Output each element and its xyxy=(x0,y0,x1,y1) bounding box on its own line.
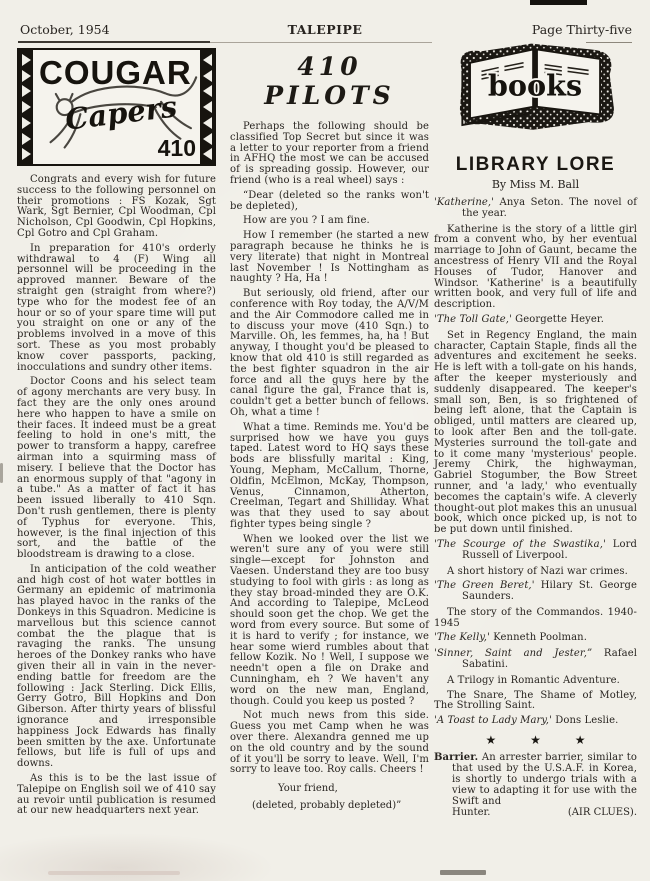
cougar-logo-number: 410 xyxy=(157,135,196,161)
article-paragraph: How are you ? I am fine. xyxy=(243,215,370,227)
book-author: Lord Russell of Liverpool. xyxy=(462,538,637,561)
barrier-note xyxy=(434,752,637,807)
review-paragraph: Katherine is the story of a little girl from a convent who, by her eventual marriage to John of Gaunt, became the ancestress of Henry VII and the Royal Houses of Tudor, Hanover and Windsor. 'Katherine' is a beautifully written book, and very full of life and description. xyxy=(434,223,637,311)
book-entry xyxy=(434,315,637,326)
cougar-capers-logo xyxy=(17,48,216,166)
scan-artifact-bottom-bar xyxy=(440,870,486,875)
book-entry xyxy=(434,633,637,644)
book-entry xyxy=(434,540,637,562)
article-paragraph: As this is to be the last issue of Talepipe on English soil we of 410 say au revoir until publication is resumed at our new headquarters next year. xyxy=(17,773,216,817)
stars-separator: ★ ★ ★ xyxy=(485,733,586,748)
book-entry xyxy=(434,198,637,220)
book-title: 'The Kelly,' xyxy=(434,632,490,644)
pennant-border-left xyxy=(19,50,33,164)
review-paragraph: The Snare, The Shame of Motley, The Strolling Saint. xyxy=(434,689,637,712)
scan-artifact-bottom-smudge xyxy=(48,871,180,875)
book-title: 'Sinner, Saint and Jester,” xyxy=(434,648,593,660)
books-icon xyxy=(445,36,627,146)
barrier-end: Hunter. xyxy=(452,807,491,819)
book-author: Kenneth Poolman. xyxy=(493,632,587,644)
masthead-title: TALEPIPE xyxy=(287,22,363,37)
book-entry xyxy=(434,649,637,671)
scan-artifact-top xyxy=(530,0,587,5)
books-logo xyxy=(434,36,637,150)
article-paragraph: Congrats and every wish for future success to the following personnel on their promotions : FS Kozak, Sgt Wark, Sgt Bernier, Cpl Woodman, Cpl Nicholson, Cpl Goodwin, Cpl Hopkins, Cpl Gotro and Cpl Graham. xyxy=(17,174,216,239)
book-note: The novel of the year. xyxy=(462,197,638,219)
letter-signature-line: (deleted, probably depleted)” xyxy=(252,800,402,812)
header-rule-left xyxy=(18,41,210,43)
books-logo-text: books xyxy=(487,68,582,103)
book-author: Hilary St. George Saunders. xyxy=(462,580,637,603)
book-author: Anya Seton. xyxy=(499,197,564,208)
barrier-label: Barrier. xyxy=(434,752,479,764)
book-author: Georgette Heyer. xyxy=(515,313,604,325)
book-title: 'The Scourge of the Swastika,' xyxy=(434,538,606,550)
book-author: Rafael Sabatini. xyxy=(462,648,638,671)
cougar-logo-title: COUGAR xyxy=(39,54,192,91)
article-paragraph: When we looked over the list we weren't sure any of you were still single—except for Johnston and Vaesen. Understand they are too busy studying to fool with girls : as long as they stay broad-minded they are O.K. And according to Talepipe, McLeod should soon get the chop. We get the word from every source. But some of it is hard to verify ; for instance, we hear some wierd rumbles about that fellow Kozik. No ! Well, I suppose we needn't open a file on Drake and Cunningham, eh ? We haven't any word on the new man, England, though. Could you keep us posted ? xyxy=(230,533,429,707)
library-byline: By Miss M. Ball xyxy=(491,178,580,191)
book-entry xyxy=(434,581,637,603)
scan-artifact-left xyxy=(0,463,3,483)
library-lore-heading: LIBRARY LORE xyxy=(455,154,616,175)
book-entry xyxy=(434,716,637,727)
barrier-text: An arrester barrier, similar to that used by the U.S.A.F. in Korea, is shortly to undergo trials with a view to adapting it for use with the Swift and xyxy=(452,752,637,808)
cougar-capers-column xyxy=(17,48,216,821)
barrier-last-line xyxy=(434,807,637,818)
book-title: 'The Toll Gate,' xyxy=(434,313,512,325)
review-paragraph: A Trilogy in Romantic Adventure. xyxy=(447,674,620,686)
article-paragraph: Doctor Coons and his select team of agony merchants are very busy. In fact they are the only ones around here who happen to have a smile on their faces. It indeed must be a great feeling to hold in one's mitt, the power to transform a happy, carefree airman into a squirming mass of misery. I believe that the Doctor has an enormous supply of that "agony in a tube." As a matter of fact it has been issued liberally to 410 Sqn. Don't rush gentlemen, there is plenty of Typhus for everyone. This, however, is the final injection of this sort, and the battle of the bloodstream is drawing to a close. xyxy=(17,376,216,561)
book-title: 'A Toast to Lady Mary,' xyxy=(434,715,552,727)
pilots-heading: 410 PILOTS xyxy=(264,52,395,110)
article-paragraph: Perhaps the following should be classified Top Secret but since it was a letter to your reporter from a friend in AFHQ the most we can be accused of is spreading gossip. However, our friend (who is a real wheel) says : xyxy=(230,121,429,186)
issue-date: October, 1954 xyxy=(20,22,110,37)
book-title: 'Katherine,' xyxy=(434,197,495,208)
book-title: 'The Green Beret,' xyxy=(434,580,535,592)
article-paragraph: How I remember (he started a new paragraph because he thinks he is very literate) that night in Montreal last November ! Is Nottingham as naughty ? Ha, Ha ! xyxy=(230,230,429,285)
book-author: Dons Leslie. xyxy=(555,715,619,727)
article-paragraph: What a time. Reminds me. You'd be surprised how we have you guys taped. Latest word to HQ says these bods are blissfully marital : King, Young, Mepham, McCallum, Thorne, Oldfin, McElmon, McKay, Thompson, Venus, Cinnamon, Atherton, Creelman, Tegart and Shilliday. What was that they used to say about fighter types being single ? xyxy=(230,421,429,530)
header-rule-center xyxy=(210,42,432,43)
article-paragraph: But seriously, old friend, after our conference with Roy today, the A/V/M and the Air Commodore called me in to discuss your move (410 Sqn.) to Marville. Oh, les femmes, ha, ha ! But anyway, I thought you'd be pleased to know that old 410 is still regarded as the best fighter squadron in the air force and all the guys here by the canal figure the gal, France that is, couldn't get a better bunch of fellows. Oh, what a time ! xyxy=(230,288,429,418)
page-number: Page Thirty-five xyxy=(531,22,632,37)
letter-signature-line: Your friend, xyxy=(278,783,338,795)
air-clues-credit: (AIR CLUES). xyxy=(567,807,637,819)
pilots-column xyxy=(230,52,429,811)
review-paragraph: Set in Regency England, the main character, Captain Staple, finds all the adventures and excitement he seeks. He is left with a toll-gate on his hands, after the keeper mysteriously and suddenly disappeared. The keeper's small son, Ben, is so frightened of being left alone, that the Captain is obliged, until matters are cleared up, to look after Ben and the toll-gate. Mysteries surround the toll-gate and to it come many 'mysterious' people. Jeremy Chirk, the highwayman, Gabriel Stogumber, the Bow Street runner, and 'a lady,' who eventually becomes the captain's wife. A cleverly thought-out plot makes this an unusual book, which once picked up, is not to be put down until finished. xyxy=(434,329,637,536)
article-paragraph: Not much news from this side. Guess you met Camp when he was over there. Alexandra genned me up on the old country and by the sound of it you'll be sorry to leave. Well, I'm sorry to leave too. Roy calls. Cheers ! xyxy=(230,710,429,776)
pennant-border-right xyxy=(200,50,214,164)
review-paragraph: A short history of Nazi war crimes. xyxy=(447,565,628,577)
library-lore-column xyxy=(434,36,637,818)
review-paragraph: The story of the Commandos. 1940-1945 xyxy=(434,606,637,629)
cougar-logo-script: Capers xyxy=(63,89,179,137)
article-paragraph: In anticipation of the cold weather and high cost of hot water bottles in Germany an epidemic of matrimonia has played havoc in the ranks of the Donkeys in this Squadron. Medicine is marvellous but this science cannot combat the the plague that is ravaging the ranks. The unsung heroes of the Donkey ranks who have given their all in vain in the never-ending battle for freedom are the following : Jack Sterling. Dick Ellis, Gerry Gotro, Bill Hopkins and Don Giberson. After thirty years of blissful ignorance and irresponsible happiness Jock Edwards has finally been smitten by the axe. Unfortunate fellows, but life is full of ups and downs. xyxy=(17,563,216,770)
article-paragraph: “Dear (deleted so the ranks won't be depleted), xyxy=(230,189,429,212)
article-paragraph: In preparation for 410's orderly withdrawal to 4 (F) Wing all personnel will be proceeding in the approved manner. Beware of the straight gen (straight from where?) type who for the modest fee of an hour or so of your spare time will put you straight on one or any of the problems involved in a move of this sort. These as you most probably know cover passports, packing, inocculations and sundry other items. xyxy=(17,242,216,373)
